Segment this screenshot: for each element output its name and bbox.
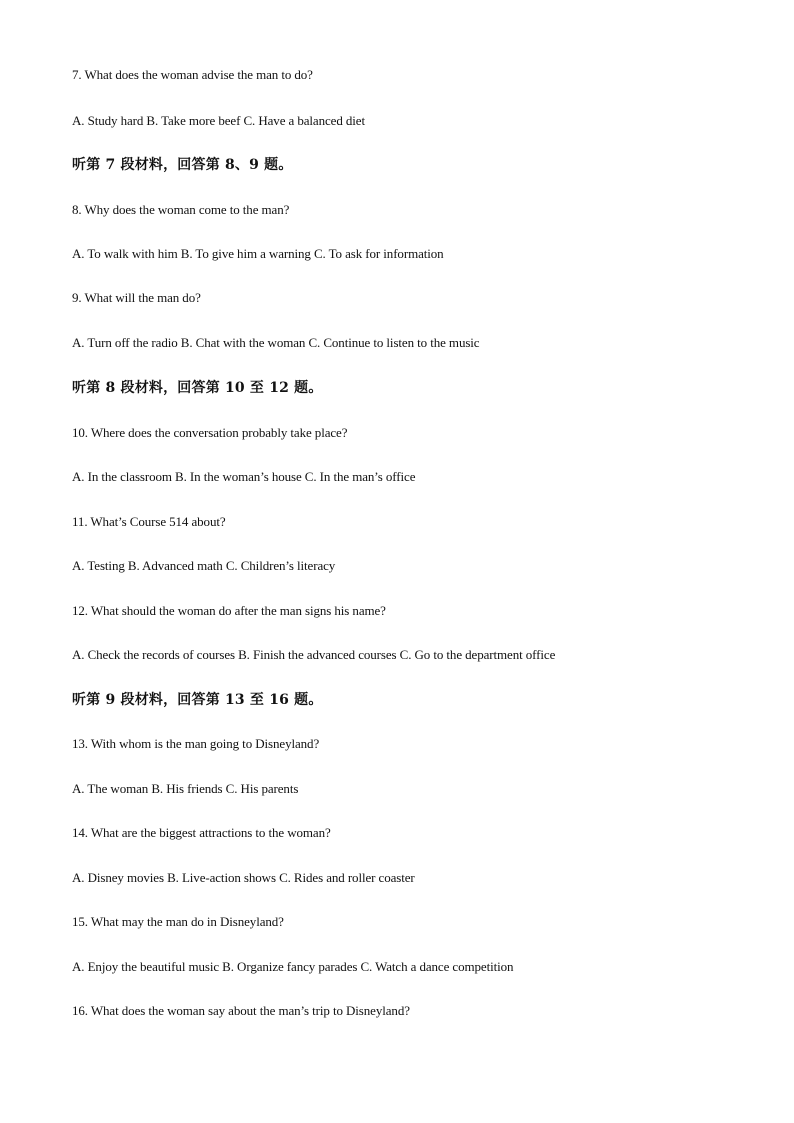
question-8: 8. Why does the woman come to the man?	[72, 202, 290, 217]
options-10: A. In the classroom B. In the woman’s house C. In the man’s office	[72, 469, 416, 484]
options-9: A. Turn off the radio B. Chat with the woman C. Continue to listen to the music	[72, 335, 480, 350]
section-heading-9: 听第 9 段材料，回答第 13 至 16 题。	[72, 692, 323, 708]
question-16: 16. What does the woman say about the man’s trip to Disneyland?	[72, 1003, 410, 1018]
question-10: 10. Where does the conversation probably take place?	[72, 425, 348, 440]
options-14: A. Disney movies B. Live-action shows C. Rides and roller coaster	[72, 870, 415, 885]
question-7: 7. What does the woman advise the man to do?	[72, 67, 313, 82]
options-12: A. Check the records of courses B. Finish the advanced courses C. Go to the department office	[72, 647, 556, 662]
options-13: A. The woman B. His friends C. His parents	[72, 781, 299, 796]
section-heading-8: 听第 8 段材料，回答第 10 至 12 题。	[72, 380, 323, 396]
question-13: 13. With whom is the man going to Disneyland?	[72, 736, 320, 751]
question-15: 15. What may the man do in Disneyland?	[72, 914, 284, 929]
options-11: A. Testing B. Advanced math C. Children’s literacy	[72, 558, 336, 573]
question-11: 11. What’s Course 514 about?	[72, 514, 226, 529]
options-8: A. To walk with him B. To give him a warning C. To ask for information	[72, 246, 444, 261]
question-12: 12. What should the woman do after the man signs his name?	[72, 603, 386, 618]
question-9: 9. What will the man do?	[72, 290, 201, 305]
question-14: 14. What are the biggest attractions to the woman?	[72, 825, 331, 840]
options-7: A. Study hard B. Take more beef C. Have a balanced diet	[72, 113, 365, 128]
section-heading-7: 听第 7 段材料，回答第 8、9 题。	[72, 157, 293, 173]
options-15: A. Enjoy the beautiful music B. Organize fancy parades C. Watch a dance competition	[72, 959, 514, 974]
